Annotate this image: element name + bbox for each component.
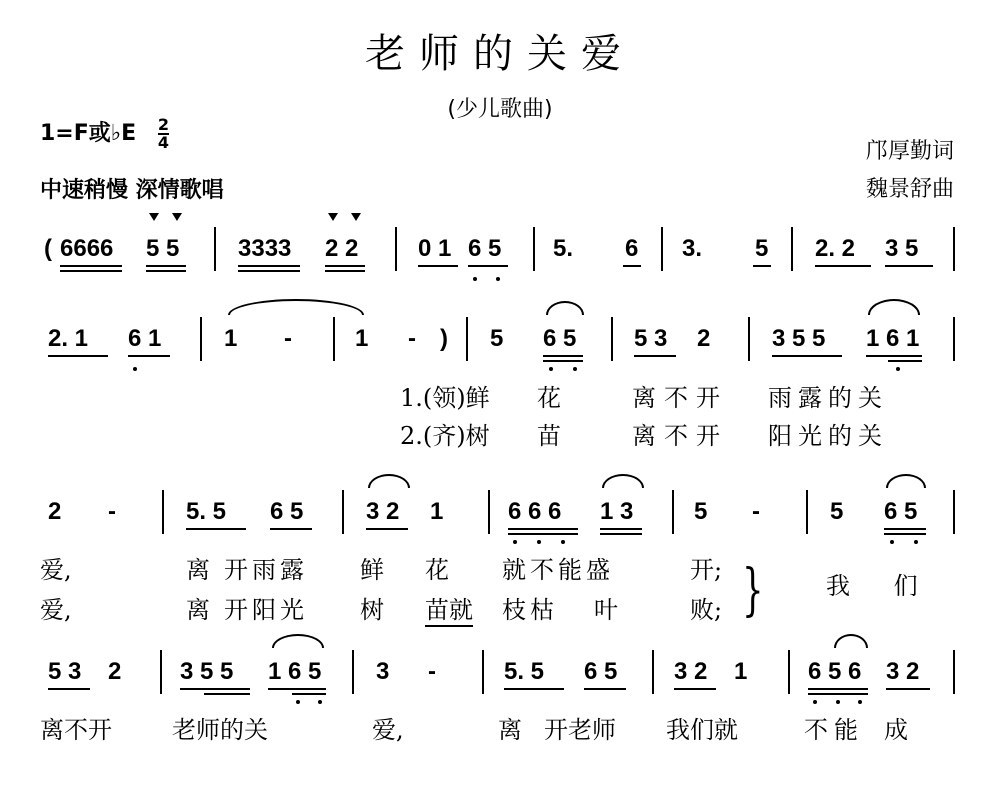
barline	[953, 490, 955, 534]
lyric: 就不能盛	[502, 556, 614, 584]
time-signature-bottom: 4	[157, 133, 169, 152]
octave-dot	[858, 700, 862, 704]
note-group: 6	[625, 235, 639, 262]
octave-dot	[318, 700, 322, 704]
note-group: 0 1	[418, 235, 452, 262]
beam-underline	[268, 688, 326, 690]
lyrics-row	[0, 416, 1000, 450]
beam-underline	[204, 693, 250, 695]
note-group: 6 5	[468, 235, 502, 262]
note-group: 3.	[682, 235, 703, 262]
note-group: 5.	[553, 235, 574, 262]
note-group: 2. 2	[815, 235, 856, 262]
note-group: 1	[224, 325, 238, 352]
beam-underline	[753, 265, 771, 267]
staff-line-4	[0, 648, 1000, 708]
note-group: 6 5	[584, 658, 618, 685]
lyric-side: 我 们	[826, 572, 936, 600]
note-group: 1 6 1	[866, 325, 920, 352]
tempo-marking: 中速稍慢 深情歌唱	[40, 178, 224, 203]
lyric: 离不开	[632, 384, 728, 412]
beam-underline	[674, 688, 716, 690]
beam-underline	[886, 688, 930, 690]
beam-underline	[884, 533, 926, 535]
note-group: 6 1	[128, 325, 162, 352]
lyric: 开老师	[544, 716, 616, 744]
lyric: 2.(齐)树	[400, 422, 490, 450]
octave-dot	[813, 700, 817, 704]
song-title: 老师的关爱	[365, 31, 635, 77]
beam-underline	[884, 528, 926, 530]
barline	[162, 490, 164, 534]
note-group: 6666	[60, 235, 114, 262]
note-group: 2	[48, 498, 62, 525]
lyric: 花	[425, 556, 449, 584]
lyricist-credit: 邝厚勤词	[865, 139, 954, 164]
barline	[352, 650, 354, 694]
tie-arc	[834, 634, 868, 648]
beam-underline	[543, 360, 583, 362]
beam-underline	[468, 265, 508, 267]
barline	[342, 490, 344, 534]
barline	[661, 227, 663, 271]
lyric: 苗	[537, 422, 561, 450]
note-group: (	[44, 235, 52, 262]
accent-mark	[328, 213, 338, 221]
beam-underline	[180, 688, 250, 690]
beam-underline	[60, 265, 122, 267]
note-group: 1	[430, 498, 444, 525]
beam-underline	[60, 270, 122, 272]
note-group: 3 2	[366, 498, 400, 525]
note-group: 6 5	[543, 325, 577, 352]
note-group: -	[284, 325, 292, 352]
note-group: -	[752, 498, 760, 525]
barline	[200, 317, 202, 361]
lyric: 开阳光	[224, 596, 308, 624]
lyric: 叶	[594, 596, 618, 624]
beam-underline	[128, 355, 170, 357]
note-group: 2	[108, 658, 122, 685]
note-group: -	[428, 658, 436, 685]
beam-underline	[888, 360, 922, 362]
beam-underline	[508, 528, 578, 530]
barline	[953, 317, 955, 361]
note-group: 5	[490, 325, 504, 352]
barline	[533, 227, 535, 271]
note-group: 1 6 5	[268, 658, 322, 685]
tie-arc	[228, 299, 364, 315]
staff-line-2	[0, 315, 1000, 375]
accent-mark	[351, 213, 361, 221]
barline	[466, 317, 468, 361]
beam-underline	[543, 355, 583, 357]
lyric: 枝枯	[502, 596, 558, 624]
key-signature-text: 1=F或♭E	[40, 121, 137, 146]
lyric: 爱,	[372, 716, 404, 744]
note-group: 1	[355, 325, 369, 352]
tie-arc	[886, 474, 926, 488]
lyrics-row	[0, 710, 1000, 744]
beam-underline	[48, 355, 108, 357]
barline	[488, 490, 490, 534]
barline	[791, 227, 793, 271]
lyric: 爱,	[40, 556, 72, 584]
beam-underline	[146, 270, 186, 272]
octave-dot	[561, 540, 565, 544]
beam-underline	[584, 688, 626, 690]
note-group: -	[108, 498, 116, 525]
beam-underline	[325, 265, 365, 267]
beam-underline	[418, 265, 458, 267]
barline	[395, 227, 397, 271]
note-group: 2. 1	[48, 325, 89, 352]
note-group: 3333	[238, 235, 292, 262]
note-group: 6 5	[270, 498, 304, 525]
octave-dot	[133, 367, 137, 371]
barline	[748, 317, 750, 361]
verse-brace: }	[742, 558, 764, 623]
note-group: 5. 5	[186, 498, 227, 525]
beam-underline	[623, 265, 641, 267]
note-group: 2	[697, 325, 711, 352]
lyric: 离	[498, 716, 522, 744]
octave-dot	[573, 367, 577, 371]
note-group: 3 2	[674, 658, 708, 685]
tie-arc	[602, 474, 644, 488]
beam-underline	[815, 265, 871, 267]
octave-dot	[296, 700, 300, 704]
lyric: 鲜	[360, 556, 384, 584]
accent-mark	[172, 213, 182, 221]
barline	[482, 650, 484, 694]
lyric: 离不开	[40, 716, 112, 744]
lyric: 阳光的关	[768, 422, 888, 450]
octave-dot	[914, 540, 918, 544]
barline	[806, 490, 808, 534]
tie-arc	[272, 634, 324, 648]
beam-underline	[866, 355, 922, 357]
note-group: 3 2	[886, 658, 920, 685]
accent-mark	[149, 213, 159, 221]
note-group: 5 3	[48, 658, 82, 685]
tie-arc	[368, 474, 410, 488]
staff-line-1	[0, 225, 1000, 285]
lyric: 败;	[690, 596, 723, 624]
lyric: 爱,	[40, 596, 72, 624]
beam-underline	[504, 688, 564, 690]
tie-arc	[546, 301, 584, 315]
lyric: 开雨露	[224, 556, 308, 584]
octave-dot	[549, 367, 553, 371]
note-group: -	[408, 325, 416, 352]
key-signature	[40, 116, 169, 151]
barline	[160, 650, 162, 694]
octave-dot	[473, 277, 477, 281]
beam-underline	[600, 533, 642, 535]
octave-dot	[513, 540, 517, 544]
octave-dot	[896, 367, 900, 371]
lyric: 花	[537, 384, 561, 412]
lyric: 树	[360, 596, 384, 624]
note-group: 5	[755, 235, 769, 262]
note-group: 3 5 5	[772, 325, 826, 352]
barline	[333, 317, 335, 361]
beam-underline	[508, 533, 578, 535]
barline	[214, 227, 216, 271]
note-group: 6 6 6	[508, 498, 562, 525]
beam-underline	[808, 693, 868, 695]
lyric: 我们就	[666, 716, 738, 744]
staff-line-3	[0, 488, 1000, 548]
note-group: 1	[734, 658, 748, 685]
note-group: 1 3	[600, 498, 634, 525]
beam-underline	[772, 355, 842, 357]
note-group: 3 5	[885, 235, 919, 262]
beam-underline	[238, 270, 300, 272]
note-group: 6 5 6	[808, 658, 862, 685]
barline	[611, 317, 613, 361]
beam-underline	[325, 270, 365, 272]
lyrics-row	[0, 378, 1000, 412]
beam-underline	[600, 528, 642, 530]
note-group: 2 2	[325, 235, 359, 262]
barline	[672, 490, 674, 534]
tie-arc	[868, 299, 920, 315]
octave-dot	[836, 700, 840, 704]
octave-dot	[537, 540, 541, 544]
note-group: 5	[830, 498, 844, 525]
note-group: )	[440, 325, 448, 352]
barline	[788, 650, 790, 694]
beam-underline	[270, 528, 312, 530]
time-signature	[158, 117, 169, 151]
beam-underline	[292, 693, 326, 695]
lyric: 离不开	[632, 422, 728, 450]
lyric: 离	[186, 556, 210, 584]
time-signature-top: 2	[157, 115, 169, 134]
lyric: 开;	[690, 556, 723, 584]
note-group: 5 3	[634, 325, 668, 352]
octave-dot	[890, 540, 894, 544]
note-group: 5	[694, 498, 708, 525]
composer-credit: 魏景舒曲	[865, 177, 954, 202]
note-group: 5 5	[146, 235, 180, 262]
note-group: 6 5	[884, 498, 918, 525]
barline	[953, 650, 955, 694]
lyric: 1.(领)鲜	[400, 384, 490, 412]
note-group: 3 5 5	[180, 658, 234, 685]
beam-underline	[885, 265, 933, 267]
note-group: 3	[376, 658, 390, 685]
beam-underline	[48, 688, 90, 690]
note-group: 5. 5	[504, 658, 545, 685]
barline	[953, 227, 955, 271]
beam-underline	[186, 528, 246, 530]
lyric: 不能	[804, 716, 864, 744]
beam-underline	[634, 355, 676, 357]
beam-underline	[238, 265, 300, 267]
lyric: 成	[884, 716, 908, 744]
song-subtitle: (少儿歌曲)	[447, 97, 553, 122]
octave-dot	[496, 277, 500, 281]
beam-underline	[366, 528, 408, 530]
beam-underline	[146, 265, 186, 267]
beam-underline	[808, 688, 868, 690]
lyric: 雨露的关	[768, 384, 888, 412]
lyric: 苗就	[425, 590, 473, 627]
barline	[652, 650, 654, 694]
lyric: 离	[186, 596, 210, 624]
lyric: 老师的关	[172, 716, 268, 744]
